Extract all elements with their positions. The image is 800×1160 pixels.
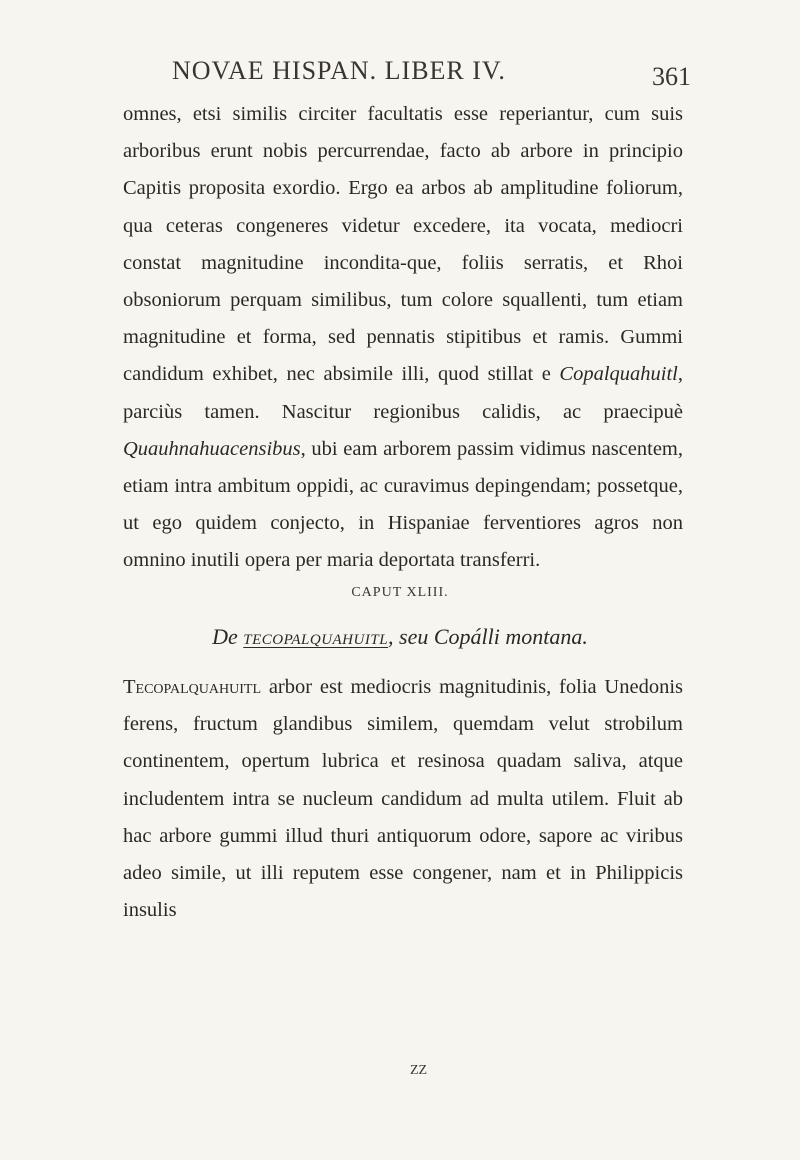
running-title: NOVAE HISPAN. LIBER IV. xyxy=(172,56,506,85)
paragraph-2-lead: Tecopalquahuitl xyxy=(123,676,262,698)
paragraph-1-text xyxy=(123,96,683,580)
italic-term-copalquahuitl: Copalquahuitl xyxy=(559,363,678,386)
chapter-title-prefix: De xyxy=(212,624,244,649)
paragraph-1-part-c: , ubi eam arborem passim vidimus nascentem, etiam intra ambitum oppidi, ac curavimus depingendam; possetque, ut ego quidem conjecto, in Hispaniae ferventiores agros non omnino inutili opera per maria deportata transferri. xyxy=(123,437,683,572)
paragraph-1-part-a: omnes, etsi similis circiter facultatis esse reperiantur, cum suis arboribus erunt nobis percurrendae, facto ab arbore in principio Capitis proposita exordio. Ergo ea arbos ab amplitudine foliorum, qua ceteras congeneres videtur excedere, ita vocata, mediocri constat magnitudine incondita-que, foliis serratis, et Rhoi obsoniorum perquam similibus, tum colore squallenti, tum etiam magnitudine et forma, sed pennatis stipitibus et ramis. Gummi candidum exhibet, nec absimile illi, quod stillat e xyxy=(123,103,683,386)
chapter-title xyxy=(0,624,800,650)
paragraph-2-text xyxy=(123,669,683,929)
paragraph-1-part-b: , parciùs tamen. Nascitur regionibus calidis, ac praecipuè xyxy=(123,363,683,423)
italic-place-name: Quauhnahuacensibus xyxy=(123,437,301,460)
paragraph-2 xyxy=(123,669,683,929)
page-number: 361 xyxy=(652,62,691,91)
signature-mark: ZZ xyxy=(410,1063,428,1078)
paragraph-2-body: arbor est mediocris magnitudinis, folia Unedonis ferens, fructum glandibus similem, quemdam velut strobilum continentem, opertum lubrica et resinosa quadam saliva, atque includentem intra se nucleum candidum ad multa utilem. Fluit ab hac arbore gummi illud thuri antiquorum odore, sapore ac viribus adeo simile, ut illi reputem esse congener, nam et in Philippicis insulis xyxy=(123,676,683,922)
chapter-title-suffix: , seu Copálli montana. xyxy=(388,624,588,649)
chapter-title-name: TECOPALQUAHUITL xyxy=(243,632,389,648)
paragraph-1 xyxy=(123,96,683,580)
chapter-heading: CAPUT XLIII. xyxy=(351,585,449,600)
running-head xyxy=(0,48,800,91)
